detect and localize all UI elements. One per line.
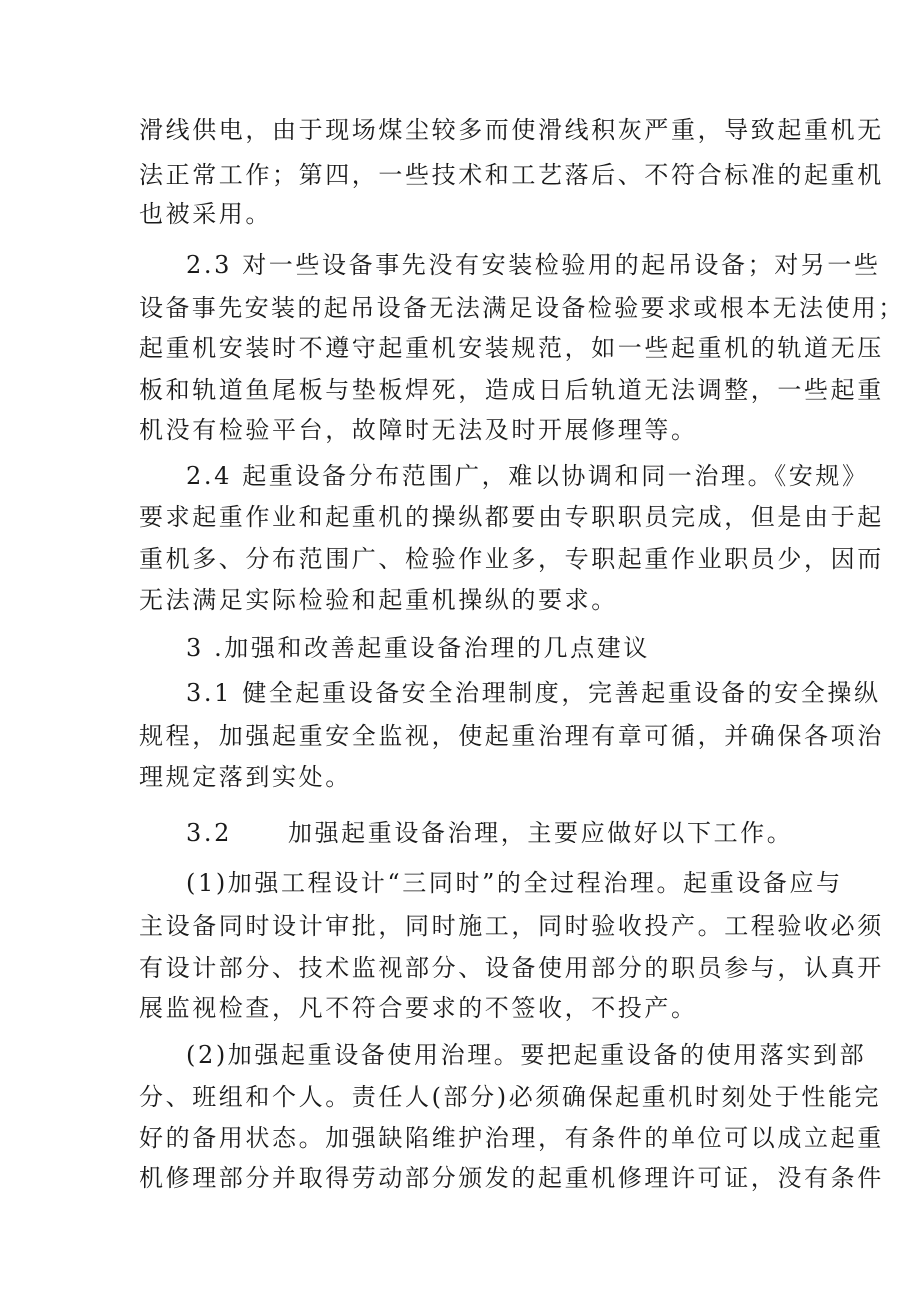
paragraph-line: 重机多、分布范围广、检验作业多，专职起重作业职员少，因而 <box>139 545 884 573</box>
paragraph-line: 无法满足实际检验和起重机操纵的要求。 <box>139 586 618 614</box>
paragraph-line: 滑线供电，由于现场煤尘较多而使滑线积灰严重，导致起重机无 <box>139 116 884 144</box>
paragraph-line: 法正常工作；第四，一些技术和工艺落后、不符合标准的起重机 <box>139 161 884 189</box>
paragraph-line: 主设备同时设计审批，同时施工，同时验收投产。工程验收必须 <box>139 912 884 940</box>
section-heading: 3 .加强和改善起重设备治理的几点建议 <box>186 634 650 662</box>
paragraph-line: 有设计部分、技术监视部分、设备使用部分的职员参与，认真开 <box>139 954 884 982</box>
paragraph-line: 机没有检验平台，故障时无法及时开展修理等。 <box>139 416 698 444</box>
paragraph-line: 起重机安装时不遵守起重机安装规范，如一些起重机的轨道无压 <box>139 334 884 362</box>
paragraph-line: 要求起重作业和起重机的操纵都要由专职职员完成，但是由于起 <box>139 503 884 531</box>
paragraph-line: 分、班组和个人。责任人(部分)必须确保起重机时刻处于性能完 <box>139 1083 882 1111</box>
paragraph-line: 好的备用状态。加强缺陷维护治理，有条件的单位可以成立起重 <box>139 1124 884 1152</box>
paragraph-line: 理规定落到实处。 <box>139 763 352 791</box>
paragraph-line: 机修理部分并取得劳动部分颁发的起重机修理许可证，没有条件 <box>139 1164 884 1192</box>
paragraph-line: 设备事先安装的起吊设备无法满足设备检验要求或根本无法使用； <box>139 294 905 322</box>
subsection-number: 3.2 <box>186 819 232 847</box>
paragraph-line: 规程，加强起重安全监视，使起重治理有章可循，并确保各项治 <box>139 722 884 750</box>
paragraph-line: 板和轨道鱼尾板与垫板焊死，造成日后轨道无法调整，一些起重 <box>139 376 884 404</box>
paragraph-line: 2.3 对一些设备事先没有安装检验用的起吊设备；对另一些 <box>186 251 881 279</box>
subsection-line <box>186 818 793 848</box>
paragraph-line: (2)加强起重设备使用治理。要把起重设备的使用落实到部 <box>186 1041 867 1069</box>
paragraph-line: 展监视检查，凡不符合要求的不签收，不投产。 <box>139 994 698 1022</box>
paragraph-line: (1)加强工程设计“三同时”的全过程治理。起重设备应与 <box>186 869 843 897</box>
subsection-text: 加强起重设备治理，主要应做好以下工作。 <box>287 819 794 847</box>
paragraph-line: 3.1 健全起重设备安全治理制度，完善起重设备的安全操纵 <box>186 679 881 707</box>
paragraph-line: 2.4 起重设备分布范围广，难以协调和同一治理。《安规》 <box>186 462 869 490</box>
paragraph-line: 也被采用。 <box>139 200 272 228</box>
